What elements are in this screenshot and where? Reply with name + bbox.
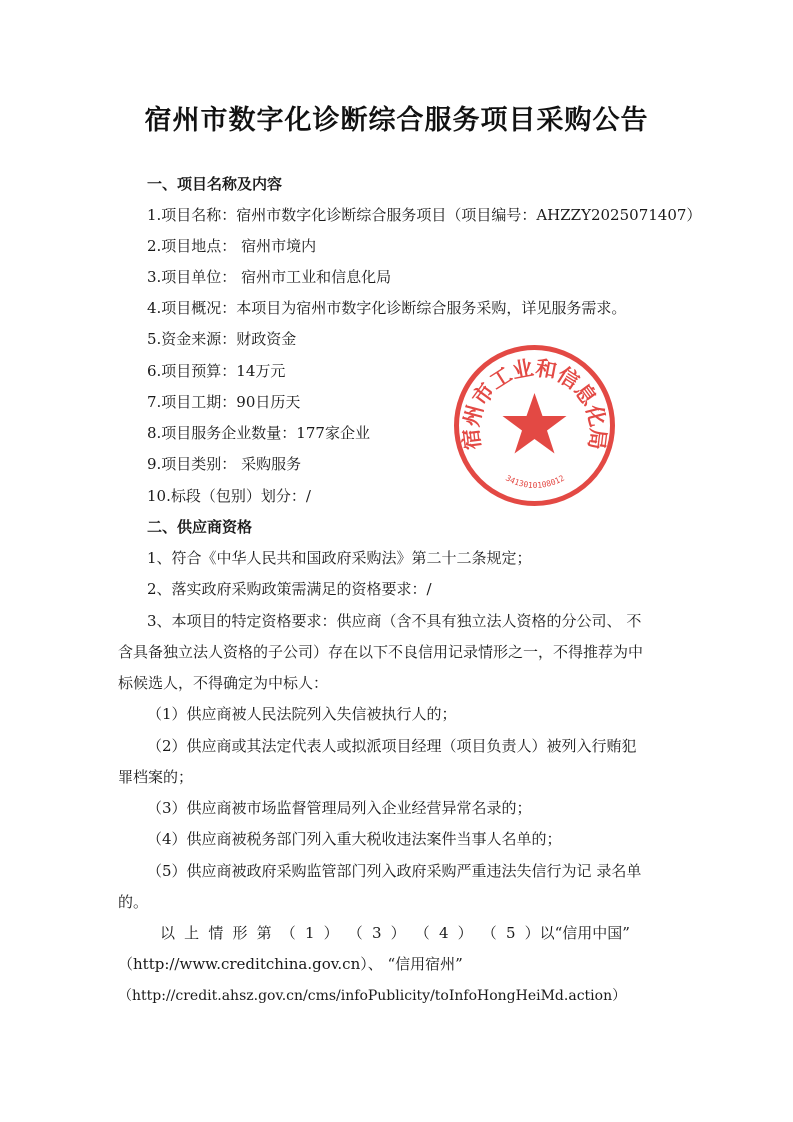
item-project-overview: 4.项目概况：本项目为宿州市数字化诊断综合服务采购，详见服务需求。 [147, 299, 627, 317]
seal-star-icon [503, 393, 567, 454]
supplier-req-3-line3: 标候选人，不得确定为中标人： [118, 674, 329, 692]
condition-2-line2: 罪档案的； [118, 768, 194, 786]
item-project-location: 2.项目地点： 宿州市境内 [147, 237, 317, 255]
credit-word: 情 [208, 924, 224, 942]
credit-word: （ [347, 924, 363, 942]
credit-word: 4 [438, 924, 449, 942]
credit-word: 3 [371, 924, 382, 942]
credit-word: （ [481, 924, 497, 942]
section-heading-project: 一、项目名称及内容 [147, 175, 283, 193]
condition-3: （3）供应商被市场监督管理局列入企业经营异常名录的； [147, 799, 532, 817]
item-budget: 6.项目预算：14万元 [147, 362, 286, 380]
item-project-unit: 3.项目单位： 宿州市工业和信息化局 [147, 268, 392, 286]
credit-word: ） [390, 924, 406, 942]
seal-number: 3413010108012 [504, 473, 566, 490]
seal-text: 宿州市工业和信息化局 [458, 355, 611, 452]
item-fund-source: 5.资金来源：财政资金 [147, 330, 297, 348]
credit-word: ） [323, 924, 339, 942]
condition-4: （4）供应商被税务部门列入重大税收违法案件当事人名单的； [147, 830, 562, 848]
credit-check-line3: （http://credit.ahsz.gov.cn/cms/infoPublicity/toInfoHongHeiMd.action） [118, 988, 627, 1004]
item-duration: 7.项目工期：90日历天 [147, 393, 301, 411]
condition-5-line2: 的。 [118, 893, 149, 911]
credit-check-line2: （http://www.creditchina.gov.cn）、 “信用宿州” [118, 955, 463, 973]
supplier-req-2: 2、落实政府采购政策需满足的资格要求：/ [147, 580, 432, 598]
condition-2-line1: （2）供应商或其法定代表人或拟派项目经理（项目负责人）被列入行贿犯 [147, 737, 637, 755]
credit-word: 5 [505, 924, 516, 942]
official-seal-stamp [452, 343, 617, 508]
supplier-req-3-line2: 含具备独立法人资格的子公司）存在以下不良信用记录情形之一，不得推荐为中 [118, 643, 644, 661]
item-project-name: 1.项目名称：宿州市数字化诊断综合服务项目（项目编号：AHZZY2025071407） [147, 206, 702, 224]
credit-word: 以 [160, 924, 176, 942]
credit-word: 上 [184, 924, 200, 942]
supplier-req-3-line1: 3、本项目的特定资格要求：供应商（含不具有独立法人资格的分公司、 不 [147, 612, 642, 630]
item-category: 9.项目类别： 采购服务 [147, 455, 302, 473]
credit-word: 第 [256, 924, 272, 942]
credit-word: ）以“信用中国” [524, 924, 630, 942]
item-lot-division: 10.标段（包别）划分：/ [147, 487, 311, 505]
condition-5-line1: （5）供应商被政府采购监管部门列入政府采购严重违法失信行为记 录名单 [147, 862, 642, 880]
credit-word: 形 [232, 924, 248, 942]
supplier-req-1: 1、符合《中华人民共和国政府采购法》第二十二条规定； [147, 549, 532, 567]
credit-word: 1 [304, 924, 315, 942]
document-title: 宿州市数字化诊断综合服务项目采购公告 [144, 105, 649, 136]
section-heading-supplier: 二、供应商资格 [147, 518, 253, 536]
credit-check-line1 [160, 923, 630, 943]
condition-1: （1）供应商被人民法院列入失信被执行人的； [147, 705, 457, 723]
credit-word: （ [414, 924, 430, 942]
item-enterprise-count: 8.项目服务企业数量：177家企业 [147, 424, 370, 442]
credit-word: ） [457, 924, 473, 942]
credit-word: （ [280, 924, 296, 942]
